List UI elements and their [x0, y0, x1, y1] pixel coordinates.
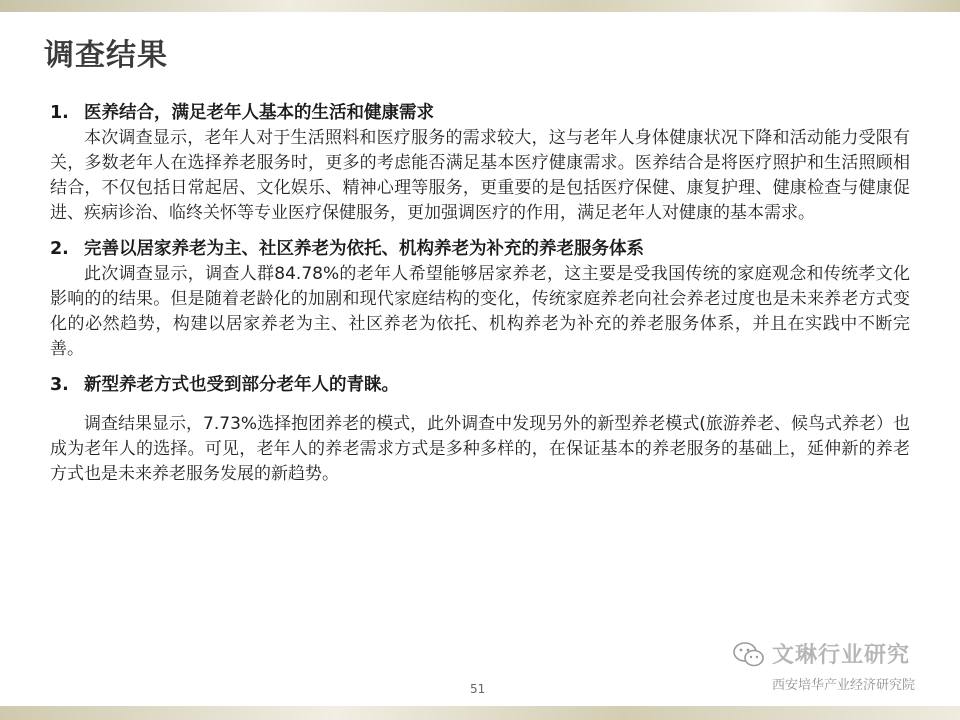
- section-heading-text: 完善以居家养老为主、社区养老为依托、机构养老为补充的养老服务体系: [84, 239, 644, 259]
- section-number: 1.: [50, 103, 69, 123]
- watermark-main-text: 文琳行业研究: [772, 643, 911, 668]
- section-number: 2.: [50, 239, 69, 259]
- section-heading-text: 新型养老方式也受到部分老年人的青睐。: [84, 375, 399, 395]
- bottom-decorative-band: [0, 706, 960, 720]
- section-2: [50, 236, 910, 362]
- section-heading: [50, 236, 910, 262]
- section-heading-text: 医养结合，满足老年人基本的生活和健康需求: [84, 103, 434, 123]
- section-paragraph: 此次调查显示，调查人群84.78%的老年人希望能够居家养老，这主要是受我国传统的家庭观念和传统孝文化影响的的结果。但是随着老龄化的加剧和现代家庭结构的变化，传统家庭养老向社会养老过度也是未来养老方式变化的必然趋势，构建以居家养老为主、社区养老为依托、机构养老为补充的养老服务体系，并且在实践中不断完善。: [50, 264, 910, 359]
- slide-title: 调查结果: [44, 38, 168, 73]
- page-number: 51: [470, 682, 486, 696]
- top-decorative-band: [0, 0, 960, 12]
- section-3: [50, 372, 910, 487]
- wechat-icon: [732, 640, 766, 670]
- slide-content: [50, 100, 910, 497]
- section-heading: [50, 100, 910, 126]
- section-paragraph: 本次调查显示，老年人对于生活照料和医疗服务的需求较大，这与老年人身体健康状况下降和活动能力受限有关，多数老年人在选择养老服务时，更多的考虑能否满足基本医疗健康需求。医养结合是将医疗照护和生活照顾相结合，不仅包括日常起居、文化娱乐、精神心理等服务，更重要的是包括医疗保健、康复护理、健康检查与健康促进、疾病诊治、临终关怀等专业医疗保健服务，更加强调医疗的作用，满足老年人对健康的基本需求。: [50, 128, 910, 223]
- watermark: [732, 636, 942, 696]
- section-paragraph: 调查结果显示，7.73%选择抱团养老的模式，此外调查中发现另外的新型养老模式(旅游养老、候鸟式养老）也成为老年人的选择。可见，老年人的养老需求方式是多种多样的，在保证基本的养老服务的基础上，延伸新的养老方式也是未来养老服务发展的新趋势。: [50, 414, 910, 484]
- section-1: [50, 100, 910, 226]
- section-number: 3.: [50, 375, 69, 395]
- section-heading: [50, 372, 910, 398]
- watermark-sub-text: 西安培华产业经济研究院: [772, 678, 916, 693]
